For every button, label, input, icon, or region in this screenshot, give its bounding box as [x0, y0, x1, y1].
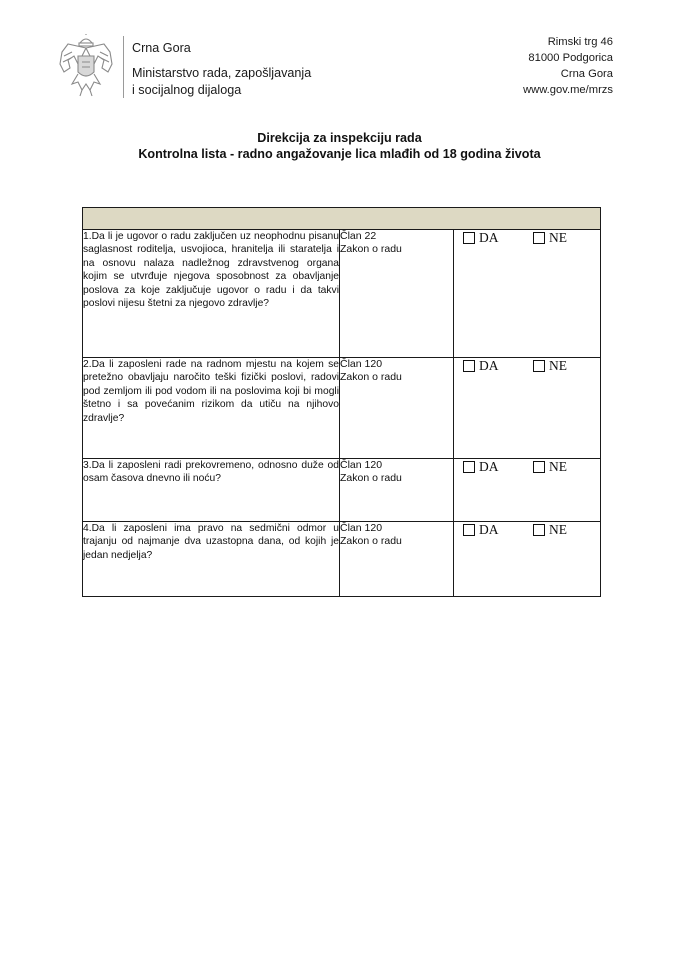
answer-yes-checkbox[interactable] [463, 522, 533, 538]
law-reference-cell [340, 230, 454, 358]
document-titles [0, 130, 679, 162]
checkbox-icon [463, 461, 475, 473]
table-header-row [83, 208, 601, 230]
answer-cell [454, 230, 601, 358]
answer-no-checkbox[interactable] [533, 522, 567, 538]
law-reference-cell [340, 522, 454, 597]
checkbox-icon [463, 232, 475, 244]
answer-yes-label: DA [479, 459, 499, 474]
answer-yes-label: DA [479, 230, 499, 245]
article-number: Član 120 [340, 358, 383, 370]
article-number: Član 120 [340, 522, 383, 534]
checkbox-icon [533, 360, 545, 372]
question-cell [83, 522, 340, 597]
directorate-title: Direkcija za inspekciju rada [257, 131, 422, 145]
checkbox-icon [463, 524, 475, 536]
checklist-title: Kontrolna lista - radno angažovanje lica mlađih od 18 godina života [138, 147, 541, 161]
checklist-row [83, 522, 601, 597]
checklist-row [83, 230, 601, 358]
table-header-cell [83, 208, 601, 230]
answer-yes-checkbox[interactable] [463, 358, 533, 374]
answer-cell [454, 358, 601, 459]
checklist-row [83, 459, 601, 522]
answer-yes-checkbox[interactable] [463, 230, 533, 246]
answer-cell [454, 459, 601, 522]
ministry-block [132, 40, 311, 99]
answer-yes-label: DA [479, 522, 499, 537]
question-cell [83, 358, 340, 459]
question-cell [83, 459, 340, 522]
answer-no-label: NE [549, 522, 567, 537]
law-name: Zakon o radu [340, 370, 402, 383]
law-name: Zakon o radu [340, 534, 402, 547]
checkbox-icon [533, 232, 545, 244]
answer-yes-label: DA [479, 358, 499, 373]
answer-yes-checkbox[interactable] [463, 459, 533, 475]
address-country: Crna Gora [560, 68, 613, 80]
checklist-table [82, 207, 601, 597]
law-reference-cell [340, 459, 454, 522]
country-name: Crna Gora [132, 41, 191, 55]
letterhead-divider [123, 36, 124, 98]
checkbox-icon [533, 461, 545, 473]
law-name: Zakon o radu [340, 242, 402, 255]
answer-no-checkbox[interactable] [533, 230, 567, 246]
address-street: Rimski trg 46 [547, 36, 613, 48]
ministry-name-line1: Ministarstvo rada, zapošljavanja [132, 66, 312, 80]
address-block [523, 34, 613, 98]
address-city: 81000 Podgorica [528, 52, 613, 64]
address-website: www.gov.me/mrzs [523, 84, 613, 96]
checkbox-icon [533, 524, 545, 536]
question-cell [83, 230, 340, 358]
article-number: Član 120 [340, 459, 383, 471]
law-reference-cell [340, 358, 454, 459]
answer-no-label: NE [549, 230, 567, 245]
question-text: 3.Da li zaposleni radi prekovremeno, odnosno duže od osam časova dnevno ili noću? [83, 460, 339, 485]
answer-no-checkbox[interactable] [533, 358, 567, 374]
question-text: 1.Da li je ugovor o radu zaključen uz neophodnu pisanu saglasnost roditelja, usvojioca, hranitelja ili staratelja i na osnovu nalaza nadležnog zdravstvenog organa kojim se utvrđuje njegova sposobnost za obavljanje poslova za koje zaključuje ugovor o radu i da takvi poslovi nijesu štetni za njegovo zdravlje? [83, 231, 339, 310]
answer-no-checkbox[interactable] [533, 459, 567, 475]
question-text: 4.Da li zaposleni ima pravo na sedmični odmor u trajanju od najmanje dva uzastopna dana, od kojih je jedan nedjelja? [83, 523, 339, 561]
ministry-name-line2: i socijalnog dijaloga [132, 83, 242, 97]
question-text: 2.Da li zaposleni rade na radnom mjestu na kojem se pretežno obavljaju naročito teški fizički poslovi, radovi pod zemljom ili pod vodom ili na poslovima koji bi mogli štetno i sa povećanim rizikom da utiču na njihovo zdravlje? [83, 359, 339, 424]
answer-no-label: NE [549, 459, 567, 474]
article-number: Član 22 [340, 230, 377, 242]
law-name: Zakon o radu [340, 471, 402, 484]
answer-no-label: NE [549, 358, 567, 373]
coat-of-arms-icon [58, 34, 114, 98]
answer-cell [454, 522, 601, 597]
checkbox-icon [463, 360, 475, 372]
checklist-row [83, 358, 601, 459]
